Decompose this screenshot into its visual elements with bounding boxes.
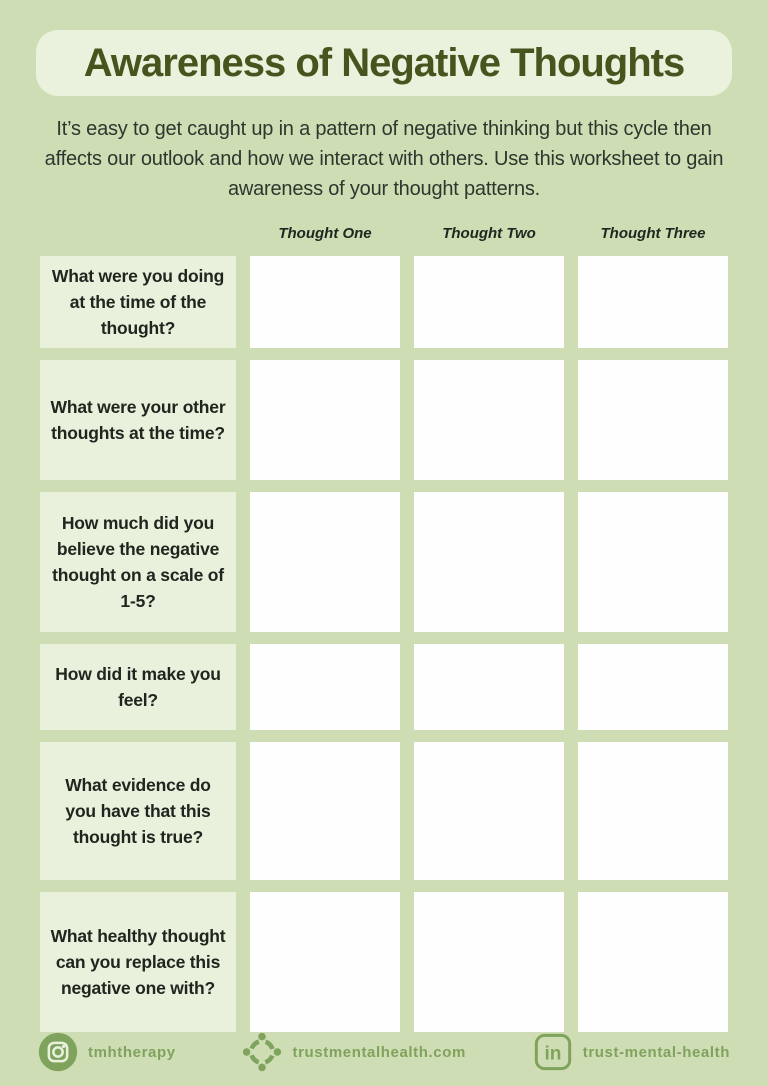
answer-cell-r4-c2[interactable] (414, 644, 564, 730)
question-label: What were you doing at the time of the thought? (40, 256, 236, 348)
footer (38, 1032, 730, 1072)
answer-cell-r4-c1[interactable] (250, 644, 400, 730)
footer-item-website[interactable] (242, 1032, 465, 1072)
answer-cell-r6-c1[interactable] (250, 892, 400, 1032)
answer-cell-r1-c2[interactable] (414, 256, 564, 348)
intro-text: It’s easy to get caught up in a pattern of negative thinking but this cycle then affects our outlook and how we interact with others. Use this worksheet to gain awareness of your thought patterns. (44, 118, 724, 200)
svg-text:in: in (544, 1043, 562, 1065)
question-label: What healthy thought can you replace this negative one with? (40, 892, 236, 1032)
answer-cell-r1-c1[interactable] (250, 256, 400, 348)
answer-cell-r4-c3[interactable] (578, 644, 728, 730)
question-label: How did it make you feel? (40, 644, 236, 730)
answer-cell-r5-c2[interactable] (414, 742, 564, 880)
instagram-icon (38, 1032, 78, 1072)
answer-cell-r2-c3[interactable] (578, 360, 728, 480)
answer-cell-r2-c1[interactable] (250, 360, 400, 480)
title-banner (36, 30, 732, 96)
corner-spacer (40, 242, 236, 244)
answer-cell-r3-c1[interactable] (250, 492, 400, 632)
question-label: How much did you believe the negative thought on a scale of 1-5? (40, 492, 236, 632)
footer-item-instagram[interactable] (38, 1032, 176, 1072)
linkedin-icon (533, 1032, 573, 1072)
answer-cell-r6-c2[interactable] (414, 892, 564, 1032)
footer-label-linkedin: trust-mental-health (582, 1043, 730, 1061)
footer-label-instagram: tmhtherapy (88, 1043, 176, 1061)
column-header-thought-three: Thought Three (600, 225, 706, 242)
answer-cell-r5-c1[interactable] (250, 742, 400, 880)
answer-cell-r3-c3[interactable] (578, 492, 728, 632)
community-icon (242, 1032, 282, 1072)
answer-cell-r5-c3[interactable] (578, 742, 728, 880)
column-header-thought-one: Thought One (278, 225, 372, 242)
question-label: What evidence do you have that this thought is true? (40, 742, 236, 880)
answer-cell-r1-c3[interactable] (578, 256, 728, 348)
answer-cell-r2-c2[interactable] (414, 360, 564, 480)
page-title: Awareness of Negative Thoughts (83, 40, 685, 85)
answer-cell-r6-c3[interactable] (578, 892, 728, 1032)
answer-cell-r3-c2[interactable] (414, 492, 564, 632)
worksheet-table (40, 216, 728, 1032)
footer-item-linkedin[interactable] (533, 1032, 730, 1072)
column-header-thought-two: Thought Two (442, 225, 536, 242)
question-label: What were your other thoughts at the time? (40, 360, 236, 480)
footer-label-website: trustmentalhealth.com (292, 1043, 466, 1061)
